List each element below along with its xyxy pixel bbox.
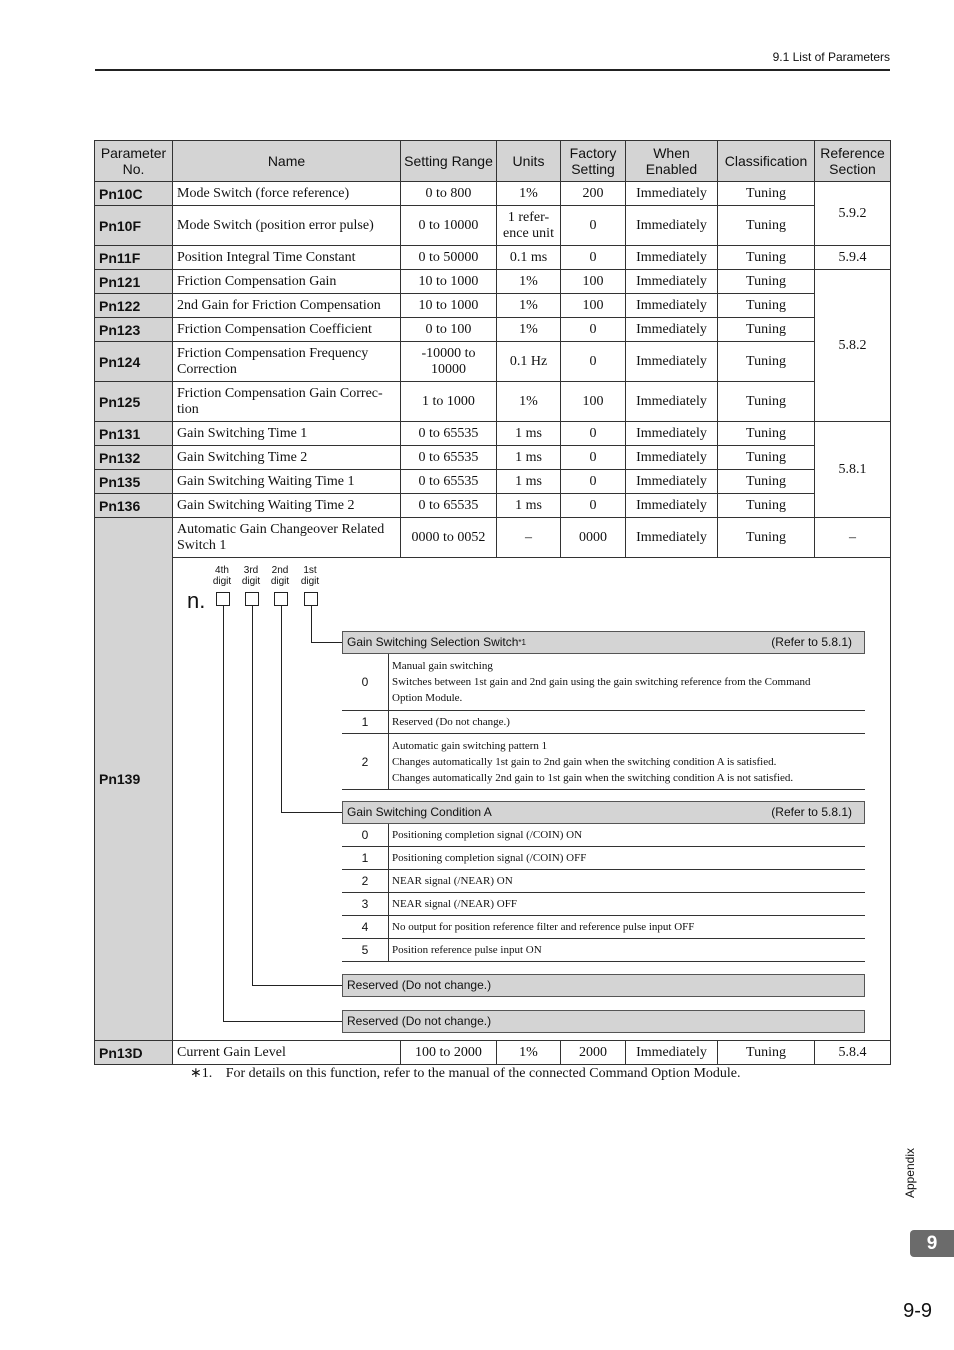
param-no: Pn132 xyxy=(95,446,173,470)
param-class: Tuning xyxy=(718,246,815,270)
connector-2nd xyxy=(281,606,282,812)
param-enabled: Immediately xyxy=(626,206,718,246)
param-enabled: Immediately xyxy=(626,382,718,422)
table-row xyxy=(95,206,891,246)
digit-box-3rd xyxy=(245,592,259,606)
option-desc-line: Automatic gain switching pattern 1 xyxy=(392,739,548,752)
option-code: 5 xyxy=(342,939,389,961)
param-enabled: Immediately xyxy=(626,518,718,558)
table-row xyxy=(95,318,891,342)
option-row xyxy=(342,939,865,962)
section-title: Gain Switching Condition A xyxy=(347,805,492,819)
param-ref: 5.8.2 xyxy=(815,270,891,422)
param-ref: 5.9.4 xyxy=(815,246,891,270)
param-factory: 100 xyxy=(561,382,626,422)
section-reserved-3rd-digit xyxy=(342,974,865,997)
param-units: 0.1 Hz xyxy=(497,342,561,382)
option-desc-line: NEAR signal (/NEAR) OFF xyxy=(392,898,517,910)
param-enabled: Immediately xyxy=(626,318,718,342)
option-code: 2 xyxy=(342,870,389,892)
connector-4th xyxy=(223,606,224,1021)
param-enabled: Immediately xyxy=(626,470,718,494)
connector-3rd-h xyxy=(252,985,342,986)
param-no: Pn10C xyxy=(95,182,173,206)
option-desc-line: Positioning completion signal (/COIN) ON xyxy=(392,829,583,841)
param-name: Current Gain Level xyxy=(173,1041,401,1065)
footnote-mark: *1 xyxy=(518,638,526,647)
param-class: Tuning xyxy=(718,206,815,246)
param-name: Gain Switching Time 2 xyxy=(173,446,401,470)
param-no: Pn131 xyxy=(95,422,173,446)
option-desc-line: No output for position reference filter and reference pulse input OFF xyxy=(392,921,695,933)
param-factory: 0000 xyxy=(561,518,626,558)
col-header-classification: Classification xyxy=(718,141,815,182)
appendix-side-label: Appendix xyxy=(903,1148,917,1199)
table-header-row xyxy=(95,141,891,182)
param-name: Gain Switching Time 1 xyxy=(173,422,401,446)
section-title: Reserved (Do not change.) xyxy=(347,978,492,992)
param-enabled: Immediately xyxy=(626,494,718,518)
col-header-parameter-no: Parameter No. xyxy=(95,141,173,182)
param-no: Pn11F xyxy=(95,246,173,270)
param-name: Mode Switch (position error pulse) xyxy=(173,206,401,246)
section-ref: (Refer to 5.8.1) xyxy=(771,635,852,649)
param-enabled: Immediately xyxy=(626,182,718,206)
pn139-digit-diagram xyxy=(173,558,891,1041)
connector-2nd-h xyxy=(281,812,342,813)
section-title: Reserved (Do not change.) xyxy=(347,1014,492,1028)
param-range: 100 to 2000 xyxy=(401,1041,497,1065)
param-range: 0 to 10000 xyxy=(401,206,497,246)
param-class: Tuning xyxy=(718,518,815,558)
connector-4th-h xyxy=(223,1021,342,1022)
option-code: 2 xyxy=(342,734,389,789)
table-row xyxy=(95,446,891,470)
table-row xyxy=(95,182,891,206)
param-name: Automatic Gain Changeover Related Switch 1 xyxy=(173,518,401,558)
param-class: Tuning xyxy=(718,182,815,206)
param-enabled: Immediately xyxy=(626,342,718,382)
connector-3rd xyxy=(252,606,253,985)
param-units: 1 ms xyxy=(497,494,561,518)
section-reserved-4th-digit xyxy=(342,1010,865,1033)
section-gain-switching-selection xyxy=(342,631,865,654)
table-row xyxy=(95,342,891,382)
param-factory: 0 xyxy=(561,246,626,270)
param-units: 1% xyxy=(497,294,561,318)
option-desc-line: Switches between 1st gain and 2nd gain using the gain switching reference from the Command xyxy=(392,676,811,688)
option-desc-line: Changes automatically 1st gain to 2nd gain when the switching condition A is satisfied. xyxy=(392,755,777,768)
param-range: 10 to 1000 xyxy=(401,294,497,318)
param-class: Tuning xyxy=(718,294,815,318)
param-factory: 100 xyxy=(561,270,626,294)
parameter-table xyxy=(94,140,891,1065)
digit-box-1st xyxy=(304,592,318,606)
param-factory: 0 xyxy=(561,494,626,518)
col-header-name: Name xyxy=(173,141,401,182)
param-range: 0 to 65535 xyxy=(401,446,497,470)
param-factory: 0 xyxy=(561,422,626,446)
table-row xyxy=(95,494,891,518)
param-class: Tuning xyxy=(718,342,815,382)
param-factory: 0 xyxy=(561,318,626,342)
param-enabled: Immediately xyxy=(626,246,718,270)
param-no: Pn125 xyxy=(95,382,173,422)
param-enabled: Immediately xyxy=(626,1041,718,1065)
param-units: 1% xyxy=(497,270,561,294)
option-row xyxy=(342,711,865,734)
section-title: Gain Switching Selection Switch xyxy=(347,635,519,649)
option-desc-line: Reserved (Do not change.) xyxy=(392,716,510,728)
param-name: Friction Compensation Coefficient xyxy=(173,318,401,342)
param-ref: 5.9.2 xyxy=(815,182,891,246)
digit-label-1st: 1st digit xyxy=(300,565,320,587)
param-units: 1 ms xyxy=(497,422,561,446)
option-row xyxy=(342,870,865,893)
param-no: Pn135 xyxy=(95,470,173,494)
param-factory: 0 xyxy=(561,446,626,470)
option-desc-line: Changes automatically 2nd gain to 1st gain when the switching condition A is not satisfied. xyxy=(392,771,794,784)
param-units: 1% xyxy=(497,318,561,342)
param-class: Tuning xyxy=(718,446,815,470)
param-units: – xyxy=(497,518,561,558)
option-row xyxy=(342,654,865,711)
param-factory: 2000 xyxy=(561,1041,626,1065)
param-factory: 0 xyxy=(561,470,626,494)
param-class: Tuning xyxy=(718,422,815,446)
param-name: Mode Switch (force reference) xyxy=(173,182,401,206)
chapter-tab: 9 xyxy=(910,1230,954,1257)
digit-box-4th xyxy=(216,592,230,606)
digit-label-4th: 4th digit xyxy=(212,565,232,587)
connector-1st-h xyxy=(311,642,342,643)
param-units: 1 refer- ence unit xyxy=(497,206,561,246)
footnote xyxy=(190,1065,741,1082)
param-units: 0.1 ms xyxy=(497,246,561,270)
option-row xyxy=(342,893,865,916)
param-units: 1% xyxy=(497,182,561,206)
table-row-pn139-detail xyxy=(95,558,891,1041)
col-header-units: Units xyxy=(497,141,561,182)
connector-1st xyxy=(311,606,312,642)
digit-label-3rd: 3rd digit xyxy=(241,565,261,587)
param-enabled: Immediately xyxy=(626,294,718,318)
table-row-pn139 xyxy=(95,518,891,558)
param-class: Tuning xyxy=(718,382,815,422)
param-class: Tuning xyxy=(718,318,815,342)
param-no: Pn13D xyxy=(95,1041,173,1065)
param-range: 0 to 100 xyxy=(401,318,497,342)
section-gain-switching-condition-a xyxy=(342,801,865,824)
col-header-reference-section: Reference Section xyxy=(815,141,891,182)
table-row xyxy=(95,422,891,446)
param-name: Friction Compensation Gain Correc- tion xyxy=(173,382,401,422)
param-name: Gain Switching Waiting Time 1 xyxy=(173,470,401,494)
table-row xyxy=(95,294,891,318)
param-units: 1 ms xyxy=(497,470,561,494)
option-code: 0 xyxy=(342,654,389,710)
option-code: 4 xyxy=(342,916,389,938)
n-prefix: n. xyxy=(187,588,206,613)
param-units: 1 ms xyxy=(497,446,561,470)
table-row xyxy=(95,382,891,422)
param-factory: 0 xyxy=(561,342,626,382)
header-rule xyxy=(95,69,890,71)
param-range: 0 to 800 xyxy=(401,182,497,206)
digit-label-2nd: 2nd digit xyxy=(270,565,290,587)
footnote-text: For details on this function, refer to the manual of the connected Command Option Module. xyxy=(225,1066,741,1081)
option-desc-line: Positioning completion signal (/COIN) OFF xyxy=(392,852,587,864)
param-enabled: Immediately xyxy=(626,422,718,446)
param-range: -10000 to 10000 xyxy=(401,342,497,382)
param-name: Friction Compensation Frequency Correction xyxy=(173,342,401,382)
param-no: Pn10F xyxy=(95,206,173,246)
option-row xyxy=(342,824,865,847)
param-units: 1% xyxy=(497,382,561,422)
param-range: 10 to 1000 xyxy=(401,270,497,294)
param-range: 0 to 65535 xyxy=(401,422,497,446)
page-number: 9-9 xyxy=(903,1300,932,1322)
param-name: 2nd Gain for Friction Compensation xyxy=(173,294,401,318)
param-class: Tuning xyxy=(718,494,815,518)
table-row xyxy=(95,246,891,270)
option-row xyxy=(342,847,865,870)
col-header-when-enabled: When Enabled xyxy=(626,141,718,182)
param-ref: – xyxy=(815,518,891,558)
table-row xyxy=(95,270,891,294)
param-factory: 200 xyxy=(561,182,626,206)
param-ref: 5.8.1 xyxy=(815,422,891,518)
option-desc-line: Position reference pulse input ON xyxy=(392,944,542,956)
param-range: 0 to 65535 xyxy=(401,494,497,518)
option-code: 0 xyxy=(342,824,389,846)
param-no: Pn124 xyxy=(95,342,173,382)
option-code: 1 xyxy=(342,847,389,869)
param-no: Pn121 xyxy=(95,270,173,294)
footnote-mark: ∗1. xyxy=(190,1066,213,1081)
option-desc-line: NEAR signal (/NEAR) ON xyxy=(392,875,513,887)
param-name: Position Integral Time Constant xyxy=(173,246,401,270)
table-row xyxy=(95,1041,891,1065)
param-no: Pn139 xyxy=(95,518,173,1041)
param-ref: 5.8.4 xyxy=(815,1041,891,1065)
param-factory: 100 xyxy=(561,294,626,318)
param-name: Friction Compensation Gain xyxy=(173,270,401,294)
param-range: 0 to 65535 xyxy=(401,470,497,494)
param-range: 0000 to 0052 xyxy=(401,518,497,558)
table-row xyxy=(95,470,891,494)
param-units: 1% xyxy=(497,1041,561,1065)
param-no: Pn136 xyxy=(95,494,173,518)
param-class: Tuning xyxy=(718,1041,815,1065)
option-desc-line: Option Module. xyxy=(392,692,463,704)
param-class: Tuning xyxy=(718,270,815,294)
param-class: Tuning xyxy=(718,470,815,494)
digit-box-2nd xyxy=(274,592,288,606)
param-range: 1 to 1000 xyxy=(401,382,497,422)
col-header-factory-setting: Factory Setting xyxy=(561,141,626,182)
param-range: 0 to 50000 xyxy=(401,246,497,270)
param-enabled: Immediately xyxy=(626,446,718,470)
running-header: 9.1 List of Parameters xyxy=(772,50,890,64)
option-row xyxy=(342,734,865,790)
param-factory: 0 xyxy=(561,206,626,246)
option-row xyxy=(342,916,865,939)
option-desc-line: Manual gain switching xyxy=(392,660,493,672)
section-ref: (Refer to 5.8.1) xyxy=(771,805,852,819)
option-code: 1 xyxy=(342,711,389,733)
param-no: Pn122 xyxy=(95,294,173,318)
col-header-setting-range: Setting Range xyxy=(401,141,497,182)
param-name: Gain Switching Waiting Time 2 xyxy=(173,494,401,518)
param-enabled: Immediately xyxy=(626,270,718,294)
param-no: Pn123 xyxy=(95,318,173,342)
option-code: 3 xyxy=(342,893,389,915)
